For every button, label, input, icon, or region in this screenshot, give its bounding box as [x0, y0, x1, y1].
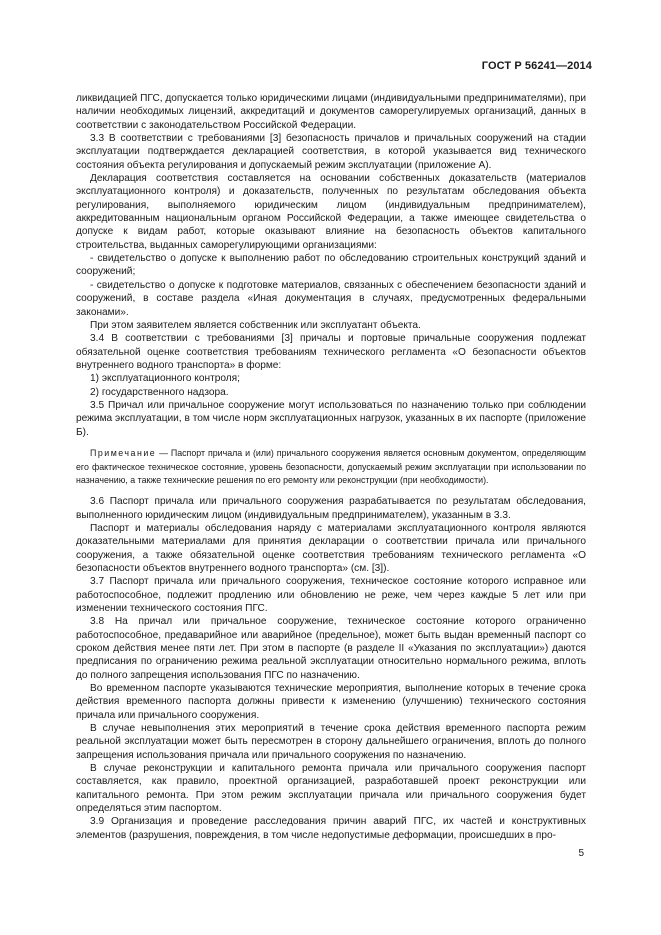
document-id-header: ГОСТ Р 56241—2014	[481, 60, 592, 72]
paragraph: Паспорт и материалы обследования наряду с материалами эксплуатационного контроля являются доказательными материалами для принятия декларации о соответствии причала или причального сооружения, а также обязательной оценке соответствия требованиям технического регламента «О безопасности объектов внутреннего водного транспорта» (см. [3]).	[76, 522, 586, 574]
page-number: 5	[578, 848, 584, 859]
paragraph: 3.7 Паспорт причала или причального сооружения, техническое состояние которого исправное или работоспособное, подлежит продлению или обновлению не реже, чем через каждые 5 лет или при изменении технического состояния ПГС.	[76, 576, 586, 614]
paragraph: 3.5 Причал или причальное сооружение могут использоваться по назначению только при соблюдении режима эксплуатации, в том числе норм эксплуатационных нагрузок, указанных в их паспорте (приложение Б).	[76, 399, 586, 438]
list-item: 1) эксплуатационного контроля;	[90, 373, 240, 385]
note-label: Примечание	[90, 447, 157, 458]
note	[76, 447, 586, 488]
paragraph: При этом заявителем является собственник или эксплуатант объекта.	[90, 319, 421, 331]
paragraph: Декларация соответствия составляется на основании собственных доказательств (материалов эксплуатационного контроля) и доказательств, полученных по результатам обследования объекта регулирования, выполняемого юридическим лицом (индивидуальным предпринимателем), аккредитованным национальным органом Российской Федерации, а также имеющее свидетельства о допуске к видам работ, которые оказывают влияние на безопасность объектов капитального строительства, выданных саморегулирующими организациями:	[76, 173, 586, 251]
list-item: - свидетельство о допуске к подготовке материалов, связанных с обеспечением безопасности зданий и сооружений, в составе раздела «Иная документация в случаях, предусмотренных федеральными законами».	[76, 279, 586, 318]
paragraph: 3.8 На причал или причальное сооружение, техническое состояние которого ограниченно работоспособное, предаварийное или аварийное (предельное), может быть выдан временный паспорт со сроком действия менее пяти лет. При этом в паспорте (в разделе II «Указания по эксплуатации») даются предписания по ограничению режима реальной эксплуатации относительно нормального режима, вплоть до полного запрещения использования ПГС по назначению.	[76, 616, 586, 681]
paragraph: ликвидацией ПГС, допускается только юридическими лицами (индивидуальными предпринимателями), при наличии необходимых лицензий, аккредитаций и документов саморегулируемых организаций, данных в соответствии с законодательством Российской Федерации.	[76, 93, 586, 131]
paragraph: В случае реконструкции и капитального ремонта причала или причального сооружения паспорт составляется, как правило, проектной организацией, разработавшей проект реконструкции или капитального ремонта. При этом режим эксплуатации причала или причального сооружения будет определяться этим паспортом.	[76, 763, 586, 815]
paragraph: 3.3 В соответствии с требованиями [3] безопасность причалов и причальных сооружений на стадии эксплуатации подтверждается декларацией соответствия, в которой указывается вид технического состояния объекта регулирования и допускаемый режим эксплуатации (приложение А).	[76, 133, 586, 171]
note-text: — Паспорт причала и (или) причального сооружения является основным документом, определяющим его фактическое техническое состояние, уровень безопасности, допускаемый режим эксплуатации при использовании по назначению, а также технические решения по его ремонту или реконструкции (при необходимости).	[76, 447, 586, 486]
paragraph: Во временном паспорте указываются технические мероприятия, выполнение которых в течение срока действия временного паспорта должны привести к изменению (улучшению) технического состояния причала или причального сооружения.	[76, 683, 586, 721]
list-item: 2) государственного надзора.	[90, 386, 229, 398]
list-item: - свидетельство о допуске к выполнению работ по обследованию строительных конструкций зданий и сооружений;	[76, 253, 586, 278]
paragraph: 3.4 В соответствии с требованиями [3] причалы и портовые причальные сооружения подлежат обязательной оценке соответствия требованиям технического регламента «О безопасности объектов внутреннего водного транспорта» в форме:	[76, 333, 586, 371]
paragraph: В случае невыполнения этих мероприятий в течение срока действия временного паспорта режим реальной эксплуатации может быть пересмотрен в сторону дальнейшего ограничения, вплоть до полного запрещения использования причала или причального сооружения по назначению.	[76, 723, 586, 761]
paragraph: 3.6 Паспорт причала или причального сооружения разрабатывается по результатам обследования, выполненного юридическим лицом (индивидуальным предпринимателем), указанным в 3.3.	[76, 496, 586, 521]
document-body	[76, 92, 586, 842]
paragraph: 3.9 Организация и проведение расследования причин аварий ПГС, их частей и конструктивных элементов (разрушения, повреждения, в том числе недопустимые деформации, происшедших в про-	[76, 816, 586, 841]
